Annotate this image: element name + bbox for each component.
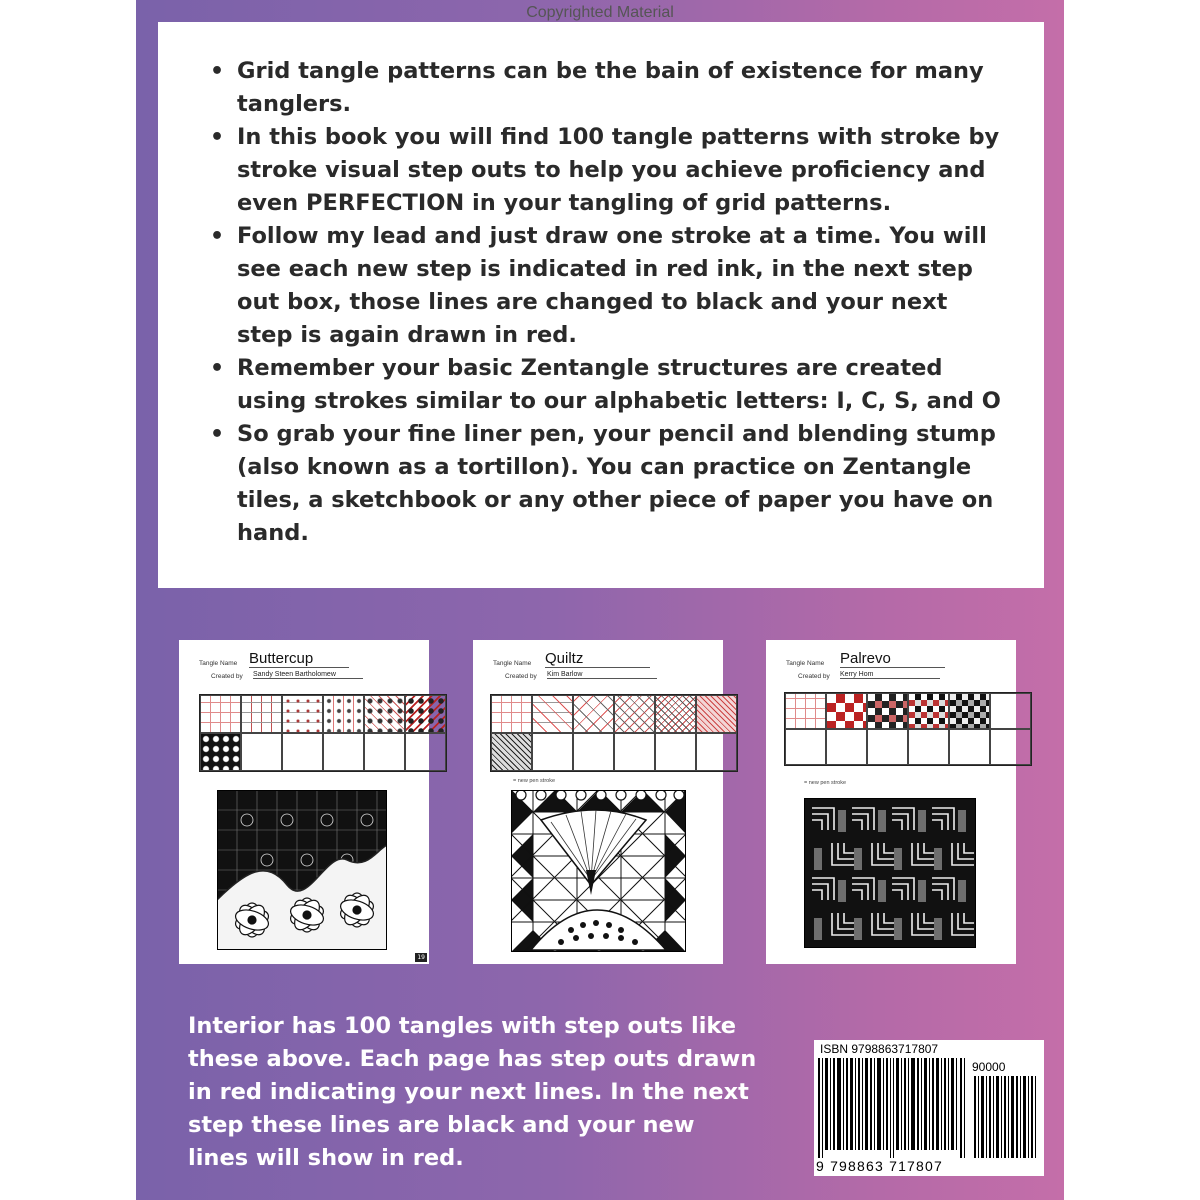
legend-note: = new pen stroke <box>804 780 847 786</box>
bullet-2: • In this book you will find 100 tangle patterns with stroke by stroke visual step outs to help you achieve proficiency and even PERFECTION in your tangling of grid patterns. <box>237 121 1010 220</box>
tangle-name: Buttercup <box>249 650 349 668</box>
price-code: 90000 <box>972 1060 1006 1074</box>
isbn-barcode <box>814 1040 1044 1176</box>
legend-note: = new pen stroke <box>513 778 556 784</box>
buttercup-artwork <box>217 790 387 950</box>
tangle-name-label: Tangle Name <box>493 660 532 667</box>
created-by-label: Created by <box>211 673 243 680</box>
isbn-label: ISBN 9798863717807 <box>820 1042 939 1056</box>
bullet-5: • So grab your fine liner pen, your pencil and blending stump (also known as a tortillon). You can practice on Zentangle tiles, a sketchbook or any other piece of paper you have on hand. <box>237 418 1010 550</box>
step-out-grid <box>490 694 738 772</box>
step-out-grid <box>784 692 1032 766</box>
created-by-name: Sandy Steen Bartholomew <box>253 671 363 679</box>
sample-page-quiltz <box>473 640 723 964</box>
description-list <box>210 55 1010 550</box>
tangle-name-label: Tangle Name <box>786 660 825 667</box>
quiltz-artwork <box>511 790 686 952</box>
tangle-name: Palrevo <box>840 650 945 668</box>
description-box <box>158 22 1044 588</box>
book-back-cover <box>136 0 1064 1200</box>
created-by-label: Created by <box>798 673 830 680</box>
barcode-bars <box>818 1058 968 1158</box>
sample-page-buttercup <box>179 640 429 964</box>
created-by-name: Kim Barlow <box>547 671 657 679</box>
created-by-label: Created by <box>505 673 537 680</box>
isbn-digits: 9 798863 717807 <box>816 1158 943 1174</box>
page-number: 19 <box>417 954 425 961</box>
palrevo-artwork <box>804 798 976 948</box>
bullet-3: • Follow my lead and just draw one stroke at a time. You will see each new step is indicated in red ink, in the next step out box, those lines are changed to black and your next step is again drawn in red. <box>237 220 1010 352</box>
copyright-notice: Copyrighted Material <box>526 4 674 21</box>
created-by-name: Kerry Hom <box>840 671 940 679</box>
bullet-1: • Grid tangle patterns can be the bain of existence for many tanglers. <box>237 55 1010 121</box>
tangle-name-label: Tangle Name <box>199 660 238 667</box>
bullet-4: • Remember your basic Zentangle structures are created using strokes similar to our alphabetic letters: I, C, S, and O <box>237 352 1010 418</box>
step-out-grid <box>199 694 447 772</box>
price-barcode-bars <box>974 1076 1040 1158</box>
tangle-name: Quiltz <box>545 650 650 668</box>
interior-description: Interior has 100 tangles with step outs like these above. Each page has step outs drawn in red indicating your next lines. In the next step these lines are black and your new lines will show in red. <box>188 1013 757 1171</box>
sample-page-palrevo <box>766 640 1016 964</box>
